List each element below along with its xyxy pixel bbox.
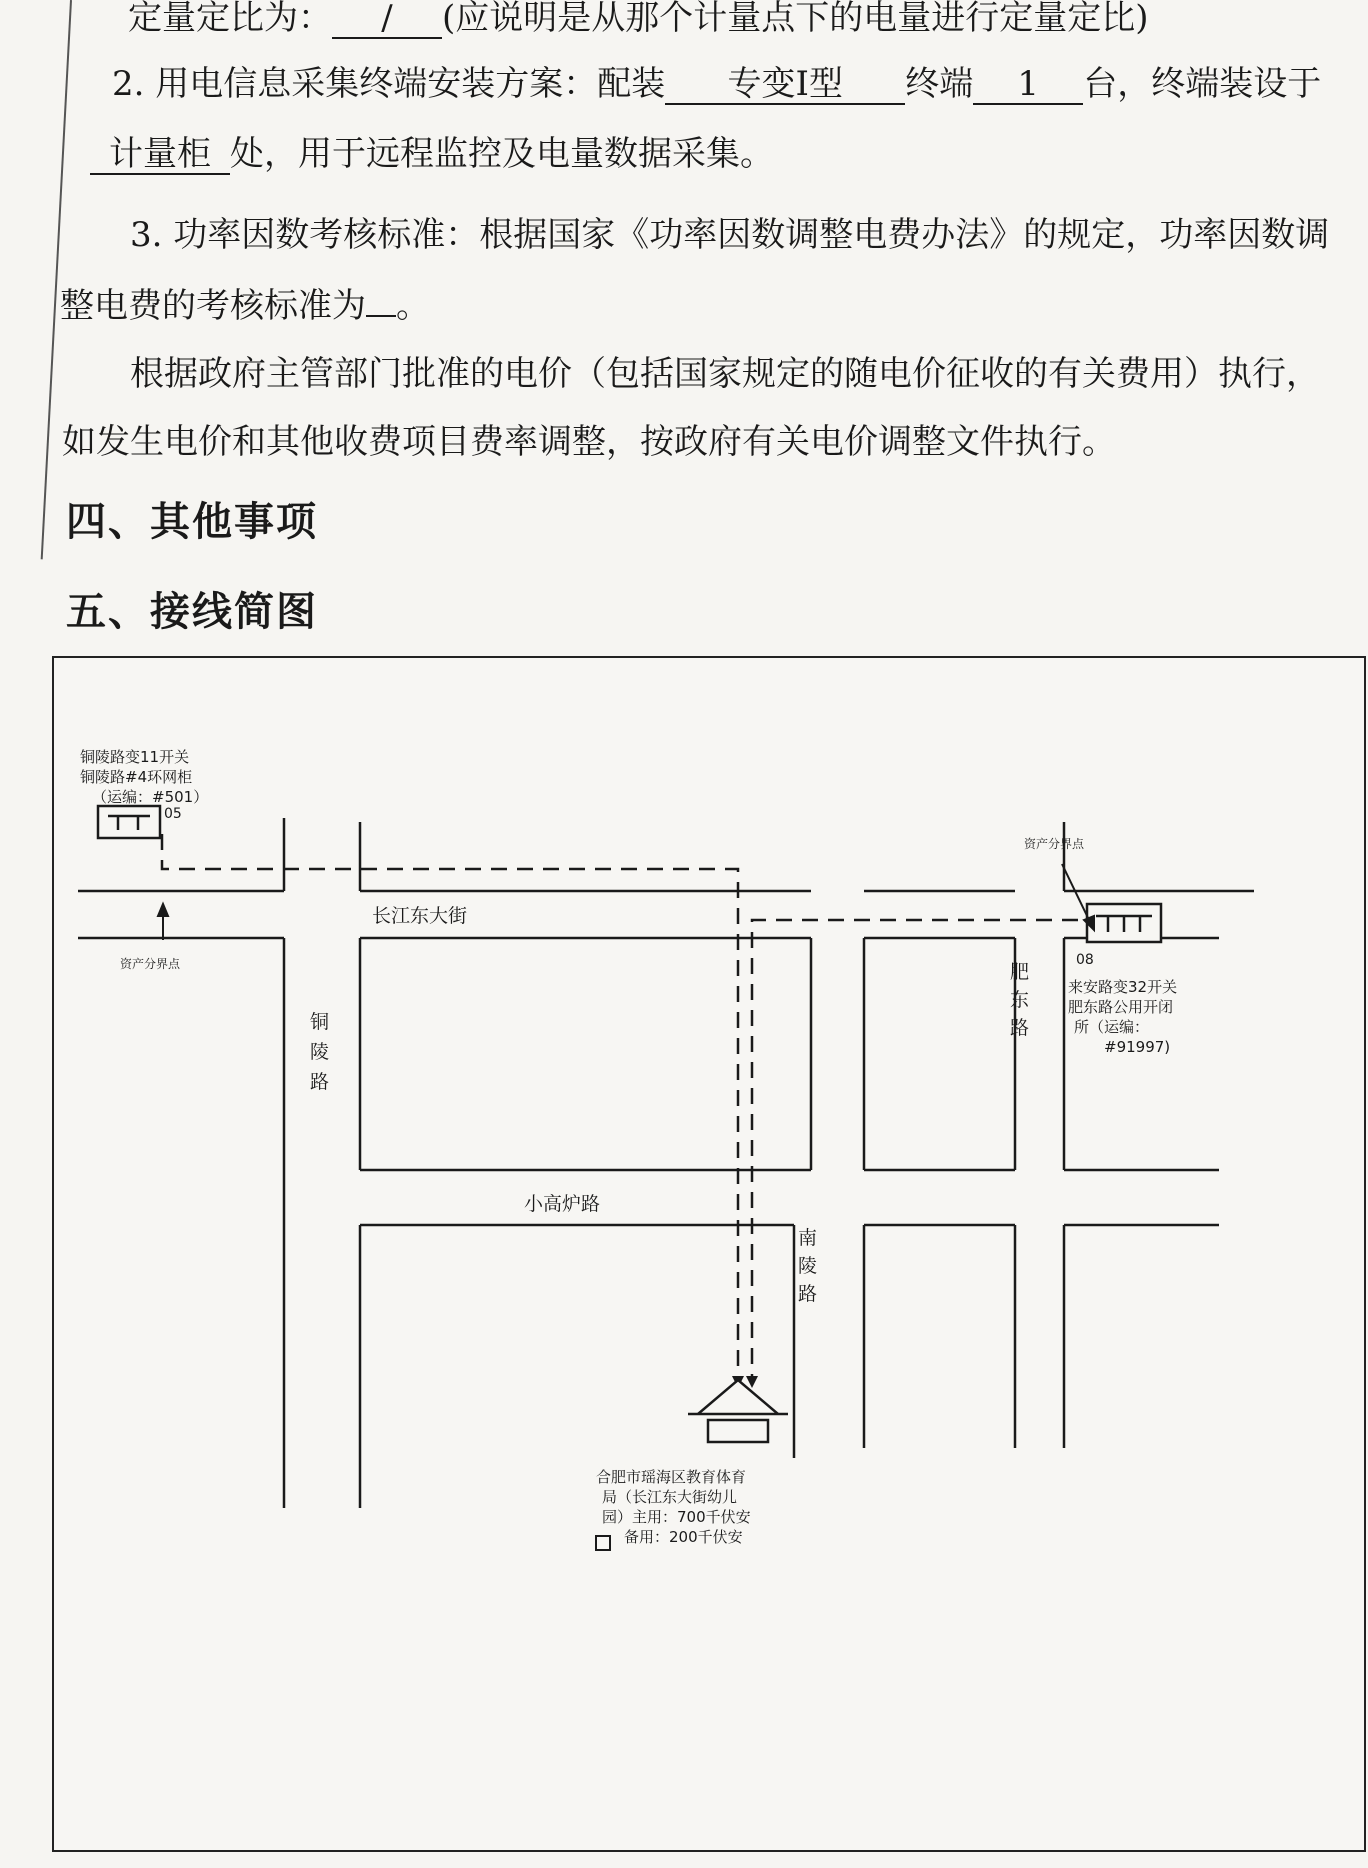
source-left-label: 铜陵路#4环网柜 <box>80 768 193 786</box>
road-label-feidong: 东 <box>1010 989 1030 1011</box>
terminal-type-blank: 专变Ⅰ型 <box>665 65 905 105</box>
source-right-label: 来安路变32开关 <box>1068 978 1178 996</box>
customer-label: 园）主用：700千伏安 <box>602 1508 751 1526</box>
road-label-feidong: 路 <box>1010 1017 1030 1039</box>
source-right-label: #91997) <box>1104 1038 1171 1056</box>
road-label-nanling: 陵 <box>798 1255 818 1277</box>
text-line-assessment <box>60 284 430 328</box>
text-line-terminal-location <box>90 132 774 176</box>
wiring-diagram-svg <box>54 658 1364 1850</box>
customer-label: 局（长江东大街幼儿 <box>602 1488 738 1506</box>
boundary-right-label: 资产分界点 <box>1024 837 1085 851</box>
assessment-blank <box>366 315 396 317</box>
power-factor-text: 3. 功率因数考核标准：根据国家《功率因数调整电费办法》的规定，功率因数调 <box>130 215 1330 255</box>
assessment-label: 整电费的考核标准为 <box>60 286 366 326</box>
terminal-word: 终端 <box>905 64 974 104</box>
customer-label: 备用：200千伏安 <box>624 1528 743 1546</box>
ratio-note: (应说明是从那个计量点下的电量进行定量定比) <box>442 0 1149 38</box>
ratio-blank: / <box>332 0 442 39</box>
text-line-ratio <box>128 0 1149 40</box>
road-label-nanling: 南 <box>798 1227 818 1249</box>
terminal-count-blank: 1 <box>973 65 1083 105</box>
customer-house-icon <box>708 1420 768 1442</box>
terminal-location-text: 处，用于远程监控及电量数据采集。 <box>230 134 774 174</box>
tariff-adjust-text: 如发生电价和其他收费项目费率调整，按政府有关电价调整文件执行。 <box>62 422 1116 462</box>
source-left-label: （运编：#501） <box>92 788 209 806</box>
terminal-install-text: 台，终端装设于 <box>1083 64 1322 104</box>
backup-supply-line <box>752 920 1094 1383</box>
text-line-tariff-adjust <box>62 420 1116 464</box>
heading-wiring-diagram: 五、接线简图 <box>66 588 318 635</box>
road-label-tongling: 路 <box>310 1071 330 1093</box>
source-right-switch-no: 08 <box>1076 952 1094 968</box>
customer-label: 合肥市瑶海区教育体育 <box>596 1468 747 1486</box>
road-label-xiaogaolu: 小高炉路 <box>524 1193 601 1215</box>
margin-rule <box>41 0 72 559</box>
source-left-switch-no: 05 <box>164 806 182 822</box>
ratio-label: 定量定比为： <box>128 0 332 38</box>
backup-supply-arrow <box>746 1376 758 1388</box>
terminal-location-blank: 计量柜 <box>90 135 230 175</box>
boundary-left-label: 资产分界点 <box>120 957 181 971</box>
heading-other-matters: 四、其他事项 <box>66 498 318 545</box>
small-square-marker <box>596 1536 610 1550</box>
text-line-terminal-plan <box>112 62 1321 106</box>
road-label-nanling: 路 <box>798 1283 818 1305</box>
road-label-feidong: 肥 <box>1010 961 1030 983</box>
tariff-text: 根据政府主管部门批准的电价（包括国家规定的随电价征收的有关费用）执行， <box>130 354 1320 394</box>
text-line-tariff <box>130 352 1320 396</box>
road-label-tongling: 陵 <box>310 1041 330 1063</box>
source-right-label: 所（运编： <box>1074 1018 1150 1036</box>
wiring-diagram <box>52 656 1366 1852</box>
customer-house-icon <box>698 1380 778 1414</box>
road-label-tongling: 铜 <box>310 1011 330 1033</box>
source-right-label: 肥东路公用开闭 <box>1068 998 1174 1016</box>
left-switchgear-icon <box>98 806 160 838</box>
text-line-power-factor <box>130 213 1329 257</box>
right-boundary-arrow <box>1062 864 1090 922</box>
terminal-plan-label: 2. 用电信息采集终端安装方案：配装 <box>112 64 666 104</box>
road-label-changjiang: 长江东大街 <box>372 905 468 927</box>
assessment-end: 。 <box>396 286 430 326</box>
source-left-label: 铜陵路变11开关 <box>80 748 190 766</box>
left-boundary-arrow <box>158 904 168 916</box>
